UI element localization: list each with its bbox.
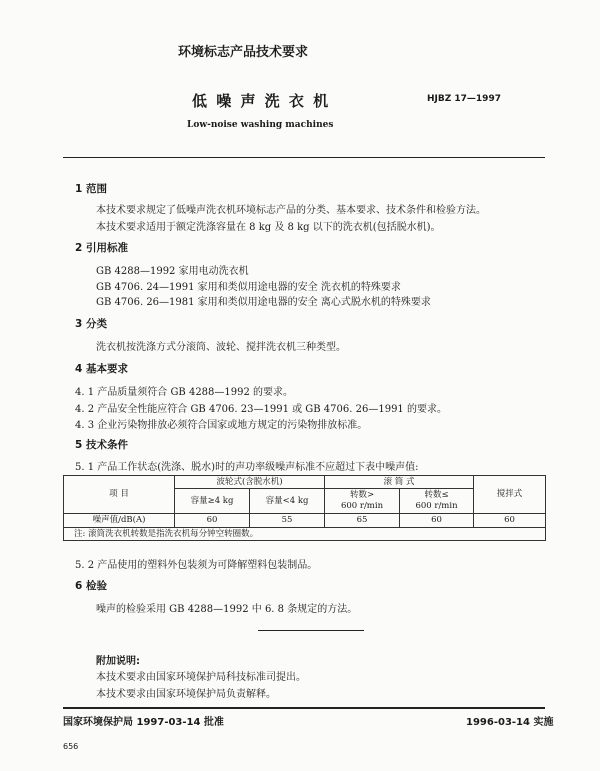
document-title: 低 噪 声 洗 衣 机: [192, 92, 331, 110]
page-number: 656: [63, 742, 79, 751]
section-6-heading: 6 检验: [75, 580, 107, 592]
table-agitator-header: 搅拌式: [474, 476, 546, 514]
drum-speed-unit: 600 r/min: [340, 501, 384, 511]
section-5-heading: 5 技术条件: [75, 439, 128, 451]
table-cell: 65: [325, 514, 400, 528]
section-3-heading: 3 分类: [75, 318, 107, 330]
drum-speed-unit: 600 r/min: [415, 501, 458, 511]
reference-standard: GB 4706. 24—1991 家用和类似用途电器的安全 洗衣机的特殊要求: [96, 282, 401, 293]
drum-speed-label: 转数>: [349, 490, 375, 500]
clause-5-1: 5. 1 产品工作状态(洗涤、脱水)时的声功率级噪声标准不应超过下表中噪声值:: [75, 462, 419, 473]
document-category: 环境标志产品技术要求: [178, 45, 309, 60]
section-3-line: 洗衣机按洗涤方式分滚筒、波轮、搅拌洗衣机三种类型。: [96, 342, 346, 353]
appendix-line: 本技术要求由国家环境保护局负责解释。: [96, 689, 276, 700]
implementation-date: 1996-03-14 实施: [466, 717, 554, 728]
table-subheader: [400, 489, 474, 514]
table-item-header: 项 目: [64, 476, 175, 514]
requirement-line: 4. 2 产品安全性能应符合 GB 4706. 23—1991 或 GB 4706. 26—1991 的要求。: [75, 404, 447, 415]
table-cell: 60: [474, 514, 546, 528]
table-row-label: 噪声值/dB(A): [64, 514, 175, 528]
reference-standard: GB 4288—1992 家用电动洗衣机: [96, 266, 249, 277]
table-cell: 60: [175, 514, 250, 528]
appendix-title: 附加说明:: [96, 656, 140, 667]
section-6-line: 噪声的检验采用 GB 4288—1992 中 6. 8 条规定的方法。: [96, 604, 358, 615]
section-4-heading: 4 基本要求: [75, 363, 128, 375]
footer-rule: [63, 707, 545, 709]
reference-standard: GB 4706. 26—1981 家用和类似用途电器的安全 离心式脱水机的特殊要求: [96, 297, 431, 308]
header-rule: [63, 157, 545, 158]
table-note: 注: 滚筒洗衣机转数是指洗衣机每分钟空转圈数。: [64, 528, 546, 541]
standard-code: HJBZ 17—1997: [427, 94, 501, 104]
table-subheader: 容量≥4 kg: [175, 489, 250, 514]
approval-info: 国家环境保护局 1997-03-14 批准: [63, 717, 224, 728]
table-cell: 60: [400, 514, 474, 528]
appendix-line: 本技术要求由国家环境保护局科技标准司提出。: [96, 672, 306, 683]
table-subheader: [325, 489, 400, 514]
section-1-line: 本技术要求适用于额定洗涤容量在 8 kg 及 8 kg 以下的洗衣机(包括脱水机)。: [96, 222, 441, 233]
table-cell: 55: [250, 514, 325, 528]
requirement-line: 4. 1 产品质量须符合 GB 4288—1992 的要求。: [75, 387, 294, 398]
noise-limit-table: [63, 475, 546, 541]
end-rule: [258, 630, 364, 631]
clause-5-2: 5. 2 产品使用的塑料外包装须为可降解塑料包装制品。: [75, 560, 318, 571]
section-2-heading: 2 引用标准: [75, 242, 128, 254]
table-pulsator-header: 波轮式(含脱水机): [175, 476, 325, 489]
table-drum-header: 滚 筒 式: [325, 476, 474, 489]
section-1-line: 本技术要求规定了低噪声洗衣机环境标志产品的分类、基本要求、技术条件和检验方法。: [96, 205, 486, 216]
table-subheader: 容量<4 kg: [250, 489, 325, 514]
section-1-heading: 1 范围: [75, 183, 107, 195]
requirement-line: 4. 3 企业污染物排放必须符合国家或地方规定的污染物排放标准。: [75, 420, 368, 431]
drum-speed-label: 转数≤: [424, 490, 449, 500]
document-subtitle-en: Low-noise washing machines: [187, 120, 334, 130]
